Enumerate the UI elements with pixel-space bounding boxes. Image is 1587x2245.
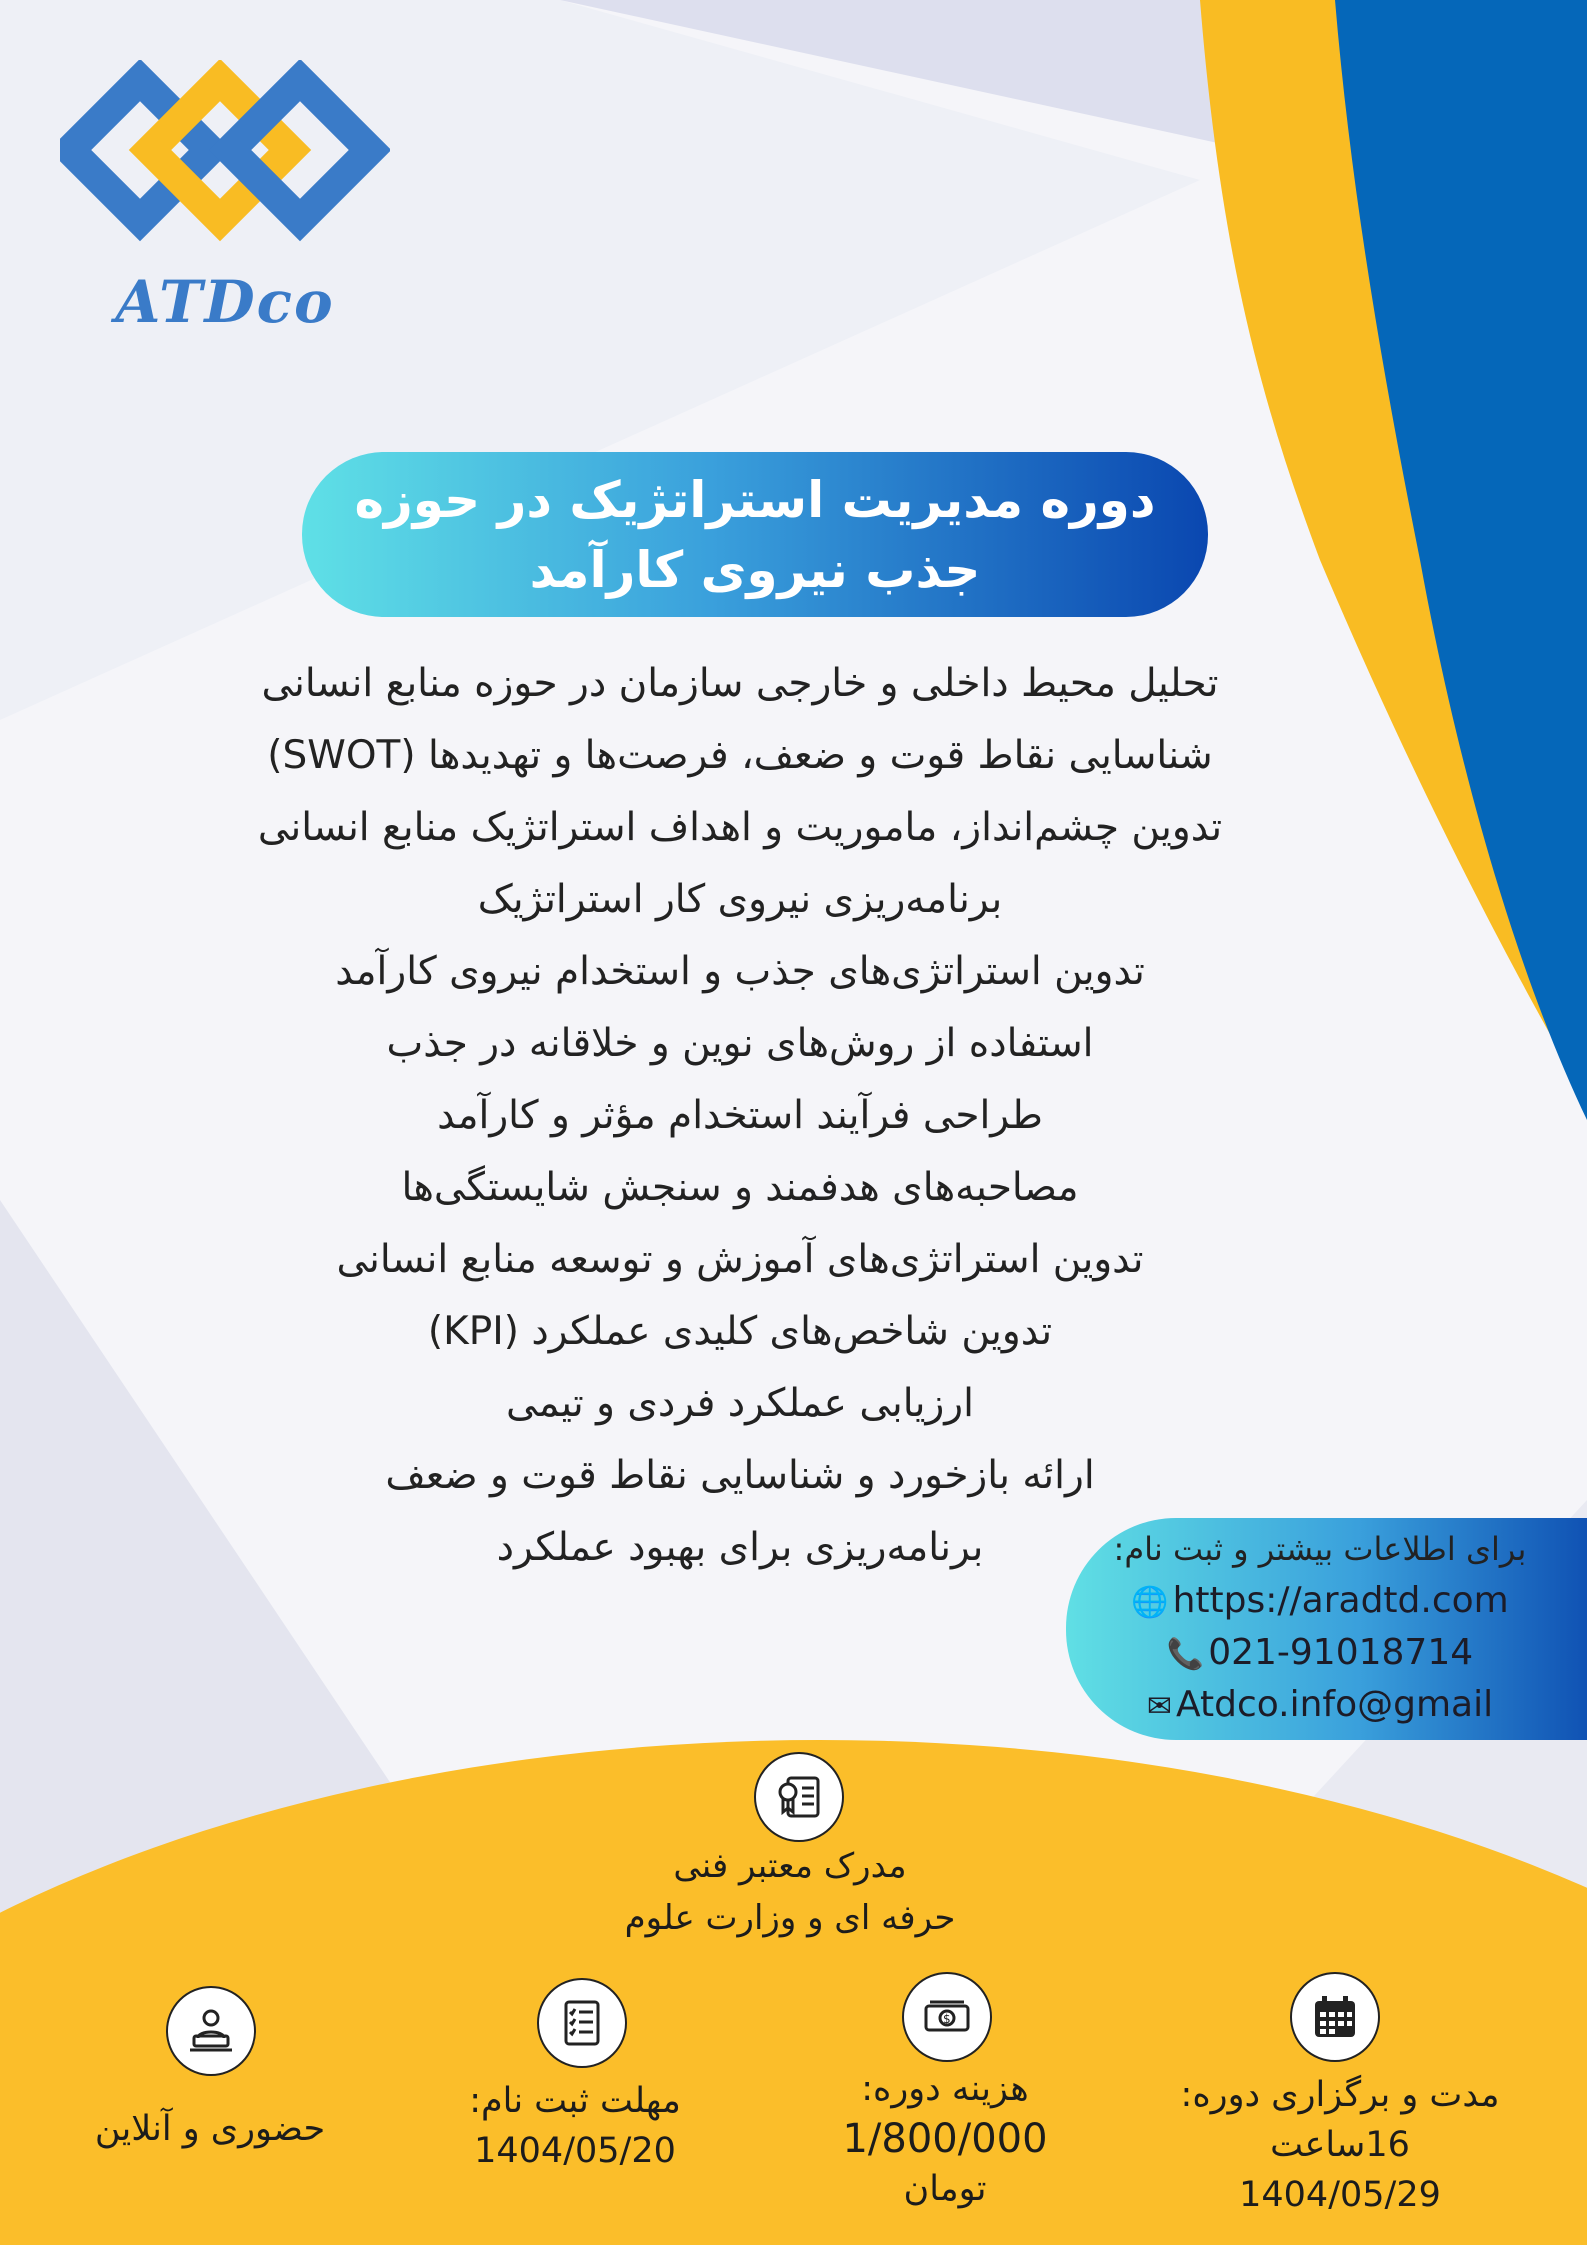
website-link[interactable] (1090, 1580, 1550, 1621)
laptop-user-icon (166, 1986, 256, 2076)
course-title (320, 465, 1190, 605)
deadline-date: 1404/05/20 (474, 2131, 676, 2171)
topic-item: برنامه‌ریزی نیروی کار استراتژیک (477, 877, 1003, 922)
phone-icon: 📞 (1166, 1637, 1205, 1672)
certificate-icon (754, 1752, 844, 1842)
topic-item: ارزیابی عملکرد فردی و تیمی (506, 1381, 974, 1426)
topic-item: تحلیل محیط داخلی و خارجی سازمان در حوزه منابع انسانی (261, 661, 1219, 706)
cost-currency: تومان (903, 2169, 987, 2209)
topic-item: تدوین چشم‌انداز، ماموریت و اهداف استراتژیک منابع انسانی (257, 805, 1223, 850)
svg-text:$: $ (943, 2012, 951, 2026)
duration-label: مدت و برگزاری دوره: (1180, 2075, 1500, 2115)
topic-item: تدوین شاخص‌های کلیدی عملکرد (KPI) (427, 1309, 1053, 1354)
cost-label: هزینه دوره: (861, 2069, 1029, 2109)
title-line-1: دوره مدیریت استراتژیک در حوزه (354, 471, 1156, 529)
cost-amount: 1/800/000 (842, 2116, 1048, 2162)
envelope-icon: ✉ (1146, 1689, 1173, 1724)
contact-title: برای اطلاعات بیشتر و ثبت نام: (1113, 1530, 1527, 1568)
deadline-block (410, 2076, 740, 2176)
certificate-line-1: مدرک معتبر فنی (673, 1846, 907, 1886)
duration-block (1150, 2070, 1530, 2220)
topic-item: برنامه‌ریزی برای بهبود عملکرد (496, 1525, 984, 1570)
topic-item: طراحی فرآیند استخدام مؤثر و کارآمد (437, 1093, 1043, 1138)
money-icon (902, 1972, 992, 2062)
globe-icon: 🌐 (1131, 1585, 1169, 1620)
topic-item: تدوین استراتژی‌های جذب و استخدام نیروی کارآمد (335, 949, 1145, 994)
phone-line[interactable] (1090, 1632, 1550, 1673)
duration-date: 1404/05/29 (1239, 2175, 1441, 2215)
topic-item: ارائه بازخورد و شناسایی نقاط قوت و ضعف (385, 1453, 1095, 1498)
title-line-2: جذب نیروی کارآمد (529, 541, 981, 599)
calendar-icon (1290, 1972, 1380, 2062)
certificate-line-2: حرفه ای و وزارت علوم (624, 1898, 956, 1938)
phone-text[interactable]: 021-91018714 (1208, 1632, 1474, 1673)
email-text[interactable]: Atdco.info@gmail (1176, 1684, 1494, 1725)
checklist-icon (537, 1978, 627, 2068)
topics-list (180, 648, 1300, 1584)
topic-item: مصاحبه‌های هدفمند و سنجش شایستگی‌ها (401, 1165, 1079, 1210)
mode-label: حضوری و آنلاین (94, 2109, 326, 2149)
logo-text: ATDco (115, 268, 335, 336)
duration-hours: 16ساعت (1270, 2125, 1410, 2165)
cost-block (780, 2064, 1110, 2214)
email-line[interactable] (1090, 1684, 1550, 1725)
website-text[interactable]: https://aradtd.com (1172, 1580, 1509, 1621)
topic-item: شناسایی نقاط قوت و ضعف، فرصت‌ها و تهدیدها (SWOT) (267, 733, 1213, 778)
topic-item: استفاده از روش‌های نوین و خلاقانه در جذب (386, 1021, 1094, 1066)
deadline-label: مهلت ثبت نام: (469, 2081, 681, 2121)
mode-block (60, 2104, 360, 2154)
topic-item: تدوین استراتژی‌های آموزش و توسعه منابع انسانی (336, 1237, 1144, 1282)
